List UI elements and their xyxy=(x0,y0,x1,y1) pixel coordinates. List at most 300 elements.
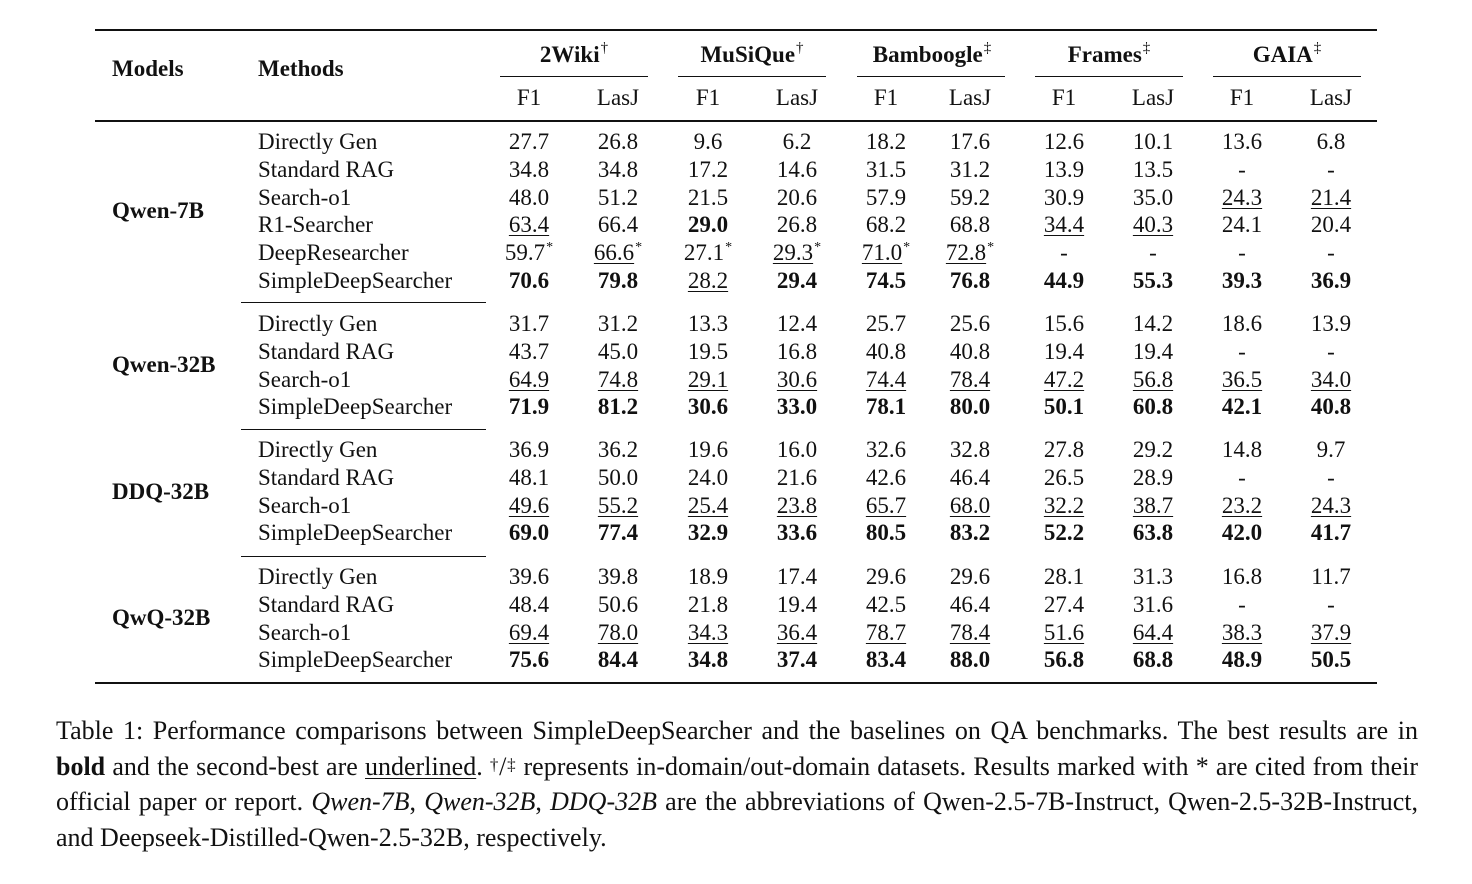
cell-value: 69.4 xyxy=(508,619,550,645)
method-label: Directly Gen xyxy=(258,437,378,462)
cell-value: 68.8 xyxy=(1132,647,1174,673)
table-cell xyxy=(866,436,906,464)
method-label: SimpleDeepSearcher xyxy=(258,268,453,293)
table-cell xyxy=(866,492,906,520)
table-cell xyxy=(509,436,549,464)
cell-value: 80.0 xyxy=(949,394,991,420)
dataset-name: GAIA xyxy=(1252,42,1313,67)
caption-text: are the abbreviations of Qwen-2.5-7B-Instruct, Qwen-2.5-32B-Instruct, and Deepseek-Distilled-Qwen-2.5-32B, respectively. xyxy=(56,787,1418,852)
cell-value: 6.8 xyxy=(1316,129,1346,154)
table-cell xyxy=(1133,646,1173,674)
table-cell xyxy=(866,563,906,591)
caption-underlined-word: underlined xyxy=(365,751,477,781)
dataset-domain-mark: † xyxy=(600,40,609,56)
cell-value: 60.8 xyxy=(1132,394,1174,420)
table-cell xyxy=(1133,519,1173,547)
cell-value: 65.7 xyxy=(865,492,907,518)
table-cell xyxy=(1222,436,1262,464)
cell-value: 50.5 xyxy=(1310,647,1352,673)
table-cell xyxy=(1133,619,1173,647)
cell-value: 51.2 xyxy=(597,184,639,210)
table-cell xyxy=(1222,267,1262,295)
table-cell xyxy=(866,519,906,547)
cell-value: 66.4 xyxy=(597,212,639,238)
table-cell xyxy=(1311,393,1351,421)
table-cell xyxy=(1317,436,1346,464)
cell-value: 33.0 xyxy=(776,394,818,420)
table-cell xyxy=(950,563,990,591)
table-cell xyxy=(1222,366,1262,394)
table-cell xyxy=(950,128,990,156)
cell-value: 16.8 xyxy=(776,338,818,364)
method-label: SimpleDeepSearcher xyxy=(258,520,453,546)
cell-value: 24.1 xyxy=(1221,212,1263,238)
table-cell xyxy=(1133,211,1173,239)
table-cell xyxy=(1238,591,1246,619)
double-dagger-mark: ‡ xyxy=(506,754,517,774)
table-cell xyxy=(950,211,990,239)
model-label: QwQ-32B xyxy=(112,605,211,630)
cell-value: - xyxy=(1327,240,1335,266)
cell-value: 31.2 xyxy=(949,156,991,182)
table-cell xyxy=(509,646,549,674)
cell-value: 51.6 xyxy=(1043,619,1085,645)
cell-value: 19.5 xyxy=(687,338,729,364)
table-cell xyxy=(688,436,728,464)
table-cell xyxy=(777,338,817,366)
dataset-domain-mark: ‡ xyxy=(983,40,992,56)
table-cell xyxy=(509,393,549,421)
cell-value: 25.6 xyxy=(949,311,991,336)
table-cell xyxy=(950,366,990,394)
table-cell xyxy=(777,436,817,464)
cell-value: 42.1 xyxy=(1221,394,1263,420)
table-cell xyxy=(509,128,549,156)
cell-value: 21.6 xyxy=(776,464,818,490)
cell-value: 24.3 xyxy=(1310,492,1352,518)
caption-text: and the second-best are xyxy=(105,751,366,781)
table-cell xyxy=(1133,128,1173,156)
dataset-header xyxy=(540,41,608,72)
table-cell xyxy=(1133,156,1173,184)
table-cell xyxy=(1060,239,1068,267)
cell-value: 26.8 xyxy=(776,212,818,238)
table-cell xyxy=(1327,156,1335,184)
cell-value: 30.6 xyxy=(776,366,818,392)
cell-value: 81.2 xyxy=(597,394,639,420)
models-column-header: Models xyxy=(112,56,184,81)
table-cell xyxy=(1311,267,1351,295)
table-cell xyxy=(688,492,728,520)
table-cell xyxy=(598,366,638,394)
cell-value: 83.4 xyxy=(865,647,907,673)
cell-value: 38.3 xyxy=(1221,619,1263,645)
cell-value: 50.0 xyxy=(597,464,639,490)
caption-text: . xyxy=(476,751,490,781)
cell-value: 39.3 xyxy=(1221,268,1263,293)
cell-value: 46.4 xyxy=(949,591,991,617)
table-cell xyxy=(598,338,638,366)
table-cell xyxy=(1044,338,1084,366)
table-cell xyxy=(509,519,549,547)
cell-value: 19.6 xyxy=(687,437,729,462)
cell-value: 15.6 xyxy=(1043,311,1085,336)
cell-value: - xyxy=(1238,338,1246,364)
table-cell xyxy=(509,338,549,366)
table-cell xyxy=(1327,239,1335,267)
table-cell xyxy=(950,310,990,338)
cell-value: 36.5 xyxy=(1221,366,1263,392)
table-cell xyxy=(1311,310,1351,338)
cited-mark: * xyxy=(725,240,733,256)
table-cell xyxy=(509,184,549,212)
cell-value: 29.1 xyxy=(687,366,729,392)
table-cell xyxy=(509,267,549,295)
table-cell xyxy=(1044,393,1084,421)
cell-value: 34.8 xyxy=(597,156,639,182)
table-cell xyxy=(1044,366,1084,394)
dataset-header xyxy=(873,41,991,72)
table-cell xyxy=(1327,591,1335,619)
cell-value: 29.6 xyxy=(949,564,991,589)
cell-value: 31.5 xyxy=(865,156,907,182)
metric-header: LasJ xyxy=(596,85,640,110)
method-label: Directly Gen xyxy=(258,311,378,336)
table-cell xyxy=(1222,646,1262,674)
cell-value: 28.2 xyxy=(687,268,729,293)
table-cell xyxy=(1044,591,1084,619)
table-cell xyxy=(950,393,990,421)
cell-value: 38.7 xyxy=(1132,492,1174,518)
table-cell xyxy=(1327,338,1335,366)
cell-value: 36.9 xyxy=(1310,268,1352,293)
model-label: Qwen-32B xyxy=(112,352,216,377)
model-label: Qwen-7B xyxy=(112,198,204,223)
table-cell xyxy=(598,310,638,338)
table-cell xyxy=(950,519,990,547)
cell-value: 41.7 xyxy=(1310,520,1352,546)
dataset-name: MuSiQue xyxy=(700,42,796,67)
cell-value: 14.6 xyxy=(776,156,818,182)
table-cell xyxy=(1222,519,1262,547)
table-cell xyxy=(866,310,906,338)
metric-header: F1 xyxy=(516,85,542,110)
cell-value: 83.2 xyxy=(949,520,991,546)
table-cell xyxy=(509,464,549,492)
table-cell xyxy=(866,646,906,674)
table-cell xyxy=(688,156,728,184)
cell-value: 32.8 xyxy=(949,437,991,462)
cell-value: 13.9 xyxy=(1043,156,1085,182)
method-label: Standard RAG xyxy=(258,591,395,617)
dataset-name: Frames xyxy=(1067,42,1142,67)
table-cell xyxy=(1317,128,1346,156)
cell-value: 40.8 xyxy=(1310,394,1352,420)
cell-value: 42.0 xyxy=(1221,520,1263,546)
table-cell xyxy=(1133,310,1173,338)
cell-value: 68.8 xyxy=(949,212,991,238)
table-cell xyxy=(598,128,638,156)
table-cell xyxy=(866,338,906,366)
cell-value: 29.2 xyxy=(1132,437,1174,462)
table-cell xyxy=(598,156,638,184)
cell-value: 28.9 xyxy=(1132,464,1174,490)
table-cell xyxy=(950,619,990,647)
table-cell xyxy=(688,464,728,492)
cell-value: 29.3 xyxy=(772,240,814,266)
table-cell xyxy=(866,591,906,619)
cell-value: 74.5 xyxy=(865,268,907,293)
cell-value: 72.8 xyxy=(945,240,987,266)
cell-value: 32.9 xyxy=(687,520,729,546)
table-cell xyxy=(866,464,906,492)
cell-value: 31.2 xyxy=(597,311,639,336)
table-cell xyxy=(1044,267,1084,295)
metric-header: F1 xyxy=(873,85,899,110)
table-cell xyxy=(509,211,549,239)
table-cell xyxy=(1149,239,1157,267)
cell-value: - xyxy=(1327,464,1335,490)
table-cell xyxy=(866,393,906,421)
dataset-header xyxy=(1068,41,1151,72)
cell-value: 12.6 xyxy=(1043,129,1085,154)
cell-value: 13.5 xyxy=(1132,156,1174,182)
table-cell xyxy=(688,184,728,212)
cell-value: 55.2 xyxy=(597,492,639,518)
table-cell xyxy=(1133,492,1173,520)
cell-value: 59.2 xyxy=(949,184,991,210)
cell-value: - xyxy=(1327,338,1335,364)
cell-value: 36.9 xyxy=(508,437,550,462)
table-cell xyxy=(1044,492,1084,520)
method-label: Search-o1 xyxy=(258,366,352,392)
table-cell xyxy=(777,156,817,184)
cell-value: - xyxy=(1238,240,1246,266)
cell-value: 78.1 xyxy=(865,394,907,420)
caption-text: , xyxy=(535,787,551,816)
table-cell xyxy=(1133,563,1173,591)
cell-value: 21.4 xyxy=(1310,184,1352,210)
cell-value: 69.0 xyxy=(508,520,550,546)
table-cell xyxy=(688,211,728,239)
cell-value: 33.6 xyxy=(776,520,818,546)
table-cell xyxy=(598,184,638,212)
table-cell xyxy=(1044,563,1084,591)
cell-value: 12.4 xyxy=(776,311,818,336)
table-cell xyxy=(1044,211,1084,239)
caption-abbreviation: DDQ-32B xyxy=(550,787,657,816)
group-divider xyxy=(241,429,486,430)
table-cell xyxy=(1044,436,1084,464)
table-cell xyxy=(777,310,817,338)
table-cell xyxy=(1133,338,1173,366)
method-label: R1-Searcher xyxy=(258,212,373,238)
cell-value: 17.4 xyxy=(776,564,818,589)
table-cell xyxy=(598,393,638,421)
cell-value: 31.6 xyxy=(1132,591,1174,617)
cell-value: - xyxy=(1327,156,1335,182)
table-cell xyxy=(1311,211,1351,239)
caption-text: represents in-domain/out-domain datasets. Results marked with * are cited from their official paper or report. xyxy=(56,751,1419,816)
cell-value: 34.8 xyxy=(687,647,729,673)
table-cell xyxy=(1044,184,1084,212)
table-cell xyxy=(777,366,817,394)
cell-value: 11.7 xyxy=(1311,564,1351,589)
table-cell xyxy=(783,128,812,156)
cell-value: 50.1 xyxy=(1043,394,1085,420)
table-cell xyxy=(688,310,728,338)
table-cell xyxy=(777,619,817,647)
table-cell xyxy=(688,519,728,547)
table-cell xyxy=(950,267,990,295)
cell-value: 78.7 xyxy=(865,619,907,645)
dataset-name: 2Wiki xyxy=(539,42,600,67)
cell-value: 45.0 xyxy=(597,338,639,364)
dataset-header-rule xyxy=(678,76,826,77)
cell-value: 49.6 xyxy=(508,492,550,518)
group-divider xyxy=(241,302,486,303)
table-cell xyxy=(1133,184,1173,212)
cell-value: - xyxy=(1060,240,1068,266)
cell-value: 37.4 xyxy=(776,647,818,673)
cell-value: 30.6 xyxy=(687,394,729,420)
cell-value: 16.8 xyxy=(1221,564,1263,589)
cell-value: - xyxy=(1238,591,1246,617)
group-divider xyxy=(241,556,486,557)
table-cell xyxy=(509,310,549,338)
cell-value: 29.0 xyxy=(687,212,729,238)
cell-value: 26.8 xyxy=(597,129,639,154)
table-cell xyxy=(598,267,638,295)
table-cell xyxy=(950,646,990,674)
cell-value: 79.8 xyxy=(597,268,639,293)
cited-mark: * xyxy=(903,240,911,256)
method-label: Standard RAG xyxy=(258,156,395,182)
table-cell xyxy=(1238,239,1246,267)
cited-mark: * xyxy=(814,240,822,256)
cell-value: 42.6 xyxy=(865,464,907,490)
table-cell xyxy=(1044,619,1084,647)
dataset-header xyxy=(1253,41,1322,72)
table-cell xyxy=(1044,519,1084,547)
cell-value: 78.4 xyxy=(949,619,991,645)
table-cell xyxy=(509,492,549,520)
method-label: Standard RAG xyxy=(258,338,395,364)
cell-value: 43.7 xyxy=(508,338,550,364)
table-bottom-rule xyxy=(95,682,1377,684)
cell-value: 68.0 xyxy=(949,492,991,518)
cell-value: 31.7 xyxy=(508,311,550,336)
dagger-mark: † xyxy=(489,754,500,774)
cell-value: 24.0 xyxy=(687,464,729,490)
table-cell xyxy=(866,184,906,212)
cell-value: 21.8 xyxy=(687,591,729,617)
table-cell xyxy=(1044,128,1084,156)
cell-value: 9.6 xyxy=(693,129,723,154)
metric-header: F1 xyxy=(1229,85,1255,110)
table-cell xyxy=(950,492,990,520)
cell-value: 70.6 xyxy=(508,268,550,293)
table-cell xyxy=(1044,464,1084,492)
table-cell xyxy=(509,366,549,394)
table-cell xyxy=(1133,366,1173,394)
caption-abbreviation: Qwen-7B xyxy=(311,787,410,816)
cell-value: 32.6 xyxy=(865,437,907,462)
cell-value: 21.5 xyxy=(687,184,729,210)
table-cell xyxy=(1222,184,1262,212)
cell-value: 63.4 xyxy=(508,212,550,238)
cell-value: 34.3 xyxy=(687,619,729,645)
cell-value: 64.4 xyxy=(1132,619,1174,645)
table-cell xyxy=(950,184,990,212)
dataset-header-rule xyxy=(500,76,648,77)
table-cell xyxy=(777,464,817,492)
table-cell xyxy=(777,563,817,591)
metric-header: LasJ xyxy=(1131,85,1175,110)
cell-value: 76.8 xyxy=(949,268,991,293)
cell-value: 32.2 xyxy=(1043,492,1085,518)
cited-mark: * xyxy=(635,240,643,256)
cell-value: 77.4 xyxy=(597,520,639,546)
table-cell xyxy=(509,563,549,591)
caption-text: / xyxy=(499,751,507,781)
table-cell xyxy=(1133,591,1173,619)
cell-value: 68.2 xyxy=(865,212,907,238)
table-cell xyxy=(598,492,638,520)
table-top-rule xyxy=(95,29,1377,31)
cell-value: 27.4 xyxy=(1043,591,1085,617)
cell-value: 84.4 xyxy=(597,647,639,673)
cell-value: 39.8 xyxy=(597,564,639,589)
table-cell xyxy=(1327,464,1335,492)
cell-value: 37.9 xyxy=(1310,619,1352,645)
caption-text: Table 1: Performance comparisons between SimpleDeepSearcher and the baselines on QA benchmarks. The best results are in xyxy=(56,716,1418,745)
table-cell xyxy=(598,619,638,647)
cell-value: 18.2 xyxy=(865,129,907,154)
cell-value: 48.4 xyxy=(508,591,550,617)
table-cell xyxy=(866,366,906,394)
metric-header: LasJ xyxy=(1309,85,1353,110)
cell-value: 40.8 xyxy=(865,338,907,364)
method-label: Standard RAG xyxy=(258,464,395,490)
cell-value: 40.8 xyxy=(949,338,991,364)
table-cell xyxy=(866,128,906,156)
cell-value: 34.0 xyxy=(1310,366,1352,392)
table-cell xyxy=(688,646,728,674)
cell-value: 75.6 xyxy=(508,647,550,673)
cell-value: 36.2 xyxy=(597,437,639,462)
table-cell xyxy=(777,646,817,674)
table-cell xyxy=(1311,366,1351,394)
cell-value: 46.4 xyxy=(949,464,991,490)
cell-value: 19.4 xyxy=(1043,338,1085,364)
cell-value: 19.4 xyxy=(776,591,818,617)
cell-value: 18.9 xyxy=(687,564,729,589)
dataset-domain-mark: ‡ xyxy=(1142,40,1151,56)
dataset-header-rule xyxy=(1035,76,1183,77)
cell-value: 25.7 xyxy=(865,311,907,336)
table-cell xyxy=(1044,646,1084,674)
cell-value: 27.1 xyxy=(683,240,725,266)
cell-value: 88.0 xyxy=(949,647,991,673)
cell-value: 14.2 xyxy=(1132,311,1174,336)
table-cell xyxy=(777,519,817,547)
dataset-header-rule xyxy=(857,76,1005,77)
cell-value: 26.5 xyxy=(1043,464,1085,490)
cell-value: 29.6 xyxy=(865,564,907,589)
table-cell xyxy=(866,619,906,647)
cell-value: 36.4 xyxy=(776,619,818,645)
